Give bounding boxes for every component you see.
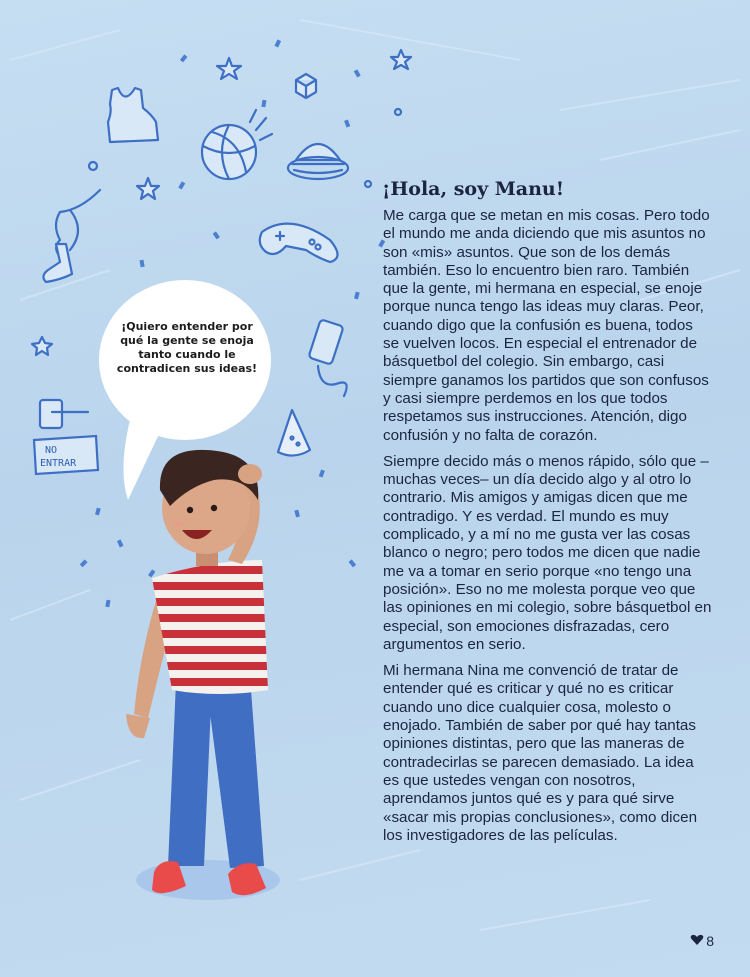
body-text — [383, 207, 713, 853]
sign-text-line2: ENTRAR — [40, 458, 77, 469]
sock-doodle — [43, 244, 72, 282]
star-doodle — [32, 337, 52, 355]
dice-doodle — [296, 74, 316, 98]
star-doodle — [217, 58, 241, 79]
paragraph: Me carga que se metan en mis cosas. Pero todo el mundo me anda diciendo que mis asuntos no son «mis» asuntos. Que son de los demás también. Eso lo encuentro bien raro. También que la gente, mi hermana en especial, se enoje porque nunca tengo las ideas muy claras. Peor, cuando digo que la confusión es buena, todos se vuelven locos. En especial el entrenador de básquetbol del colegio. Sin embargo, casi siempre ganamos los partidos que son confusos y casi siempre perdemos en los que todos respetamos sus instrucciones. Atención, digo confusión y no falta de corazón. — [383, 207, 710, 444]
boy-character — [126, 450, 280, 900]
star-doodle — [137, 178, 159, 199]
phone-doodle — [308, 319, 346, 396]
speech-bubble-text: ¡Quiero entender por qué la gente se enoja tanto cuando le contradicen sus ideas! — [116, 320, 258, 375]
heart-icon — [690, 934, 704, 946]
burger-doodle — [288, 144, 348, 179]
tank-top-doodle — [108, 88, 158, 142]
basketball-doodle — [202, 110, 272, 179]
watermelon-doodle — [278, 410, 310, 456]
page-title: ¡Hola, soy Manu! — [382, 178, 565, 200]
door-handle-doodle — [40, 400, 88, 428]
gamepad-doodle — [260, 224, 338, 262]
sign-text-line1: NO — [45, 445, 58, 456]
paragraph: Siempre decido más o menos rápido, sólo que –muchas veces– un día decido algo y al otro lo contrario. Mis amigos y amigas dicen que me contradigo. Y es verdad. El mundo es muy complicado, y a mí no me gusta ver las cosas blanco o negro; pero todos me dicen que nadie me va a tomar en serio porque «no tengo una posición». Eso no me molesta porque veo que las opiniones en mi colegio, sobre básquetbol en especial, son emociones disfrazadas, cero argumentos en serio. — [383, 452, 712, 653]
star-doodle — [391, 50, 411, 69]
no-entrar-sign — [34, 436, 98, 474]
page-number: 8 — [706, 933, 714, 949]
paragraph: Mi hermana Nina me convenció de tratar de entender qué es criticar y qué no es criticar cuando uno dice cualquier cosa, molesto o enojado. También de saber por qué hay tantas opiniones distintas, pero que las maneras de contradecirlas se parecen demasiado. La idea es que ustedes vengan con nosotros, aprendamos juntos qué es y para qué sirve «sacar mis propias conclusiones», como dicen los investigadores de las películas. — [383, 662, 698, 844]
